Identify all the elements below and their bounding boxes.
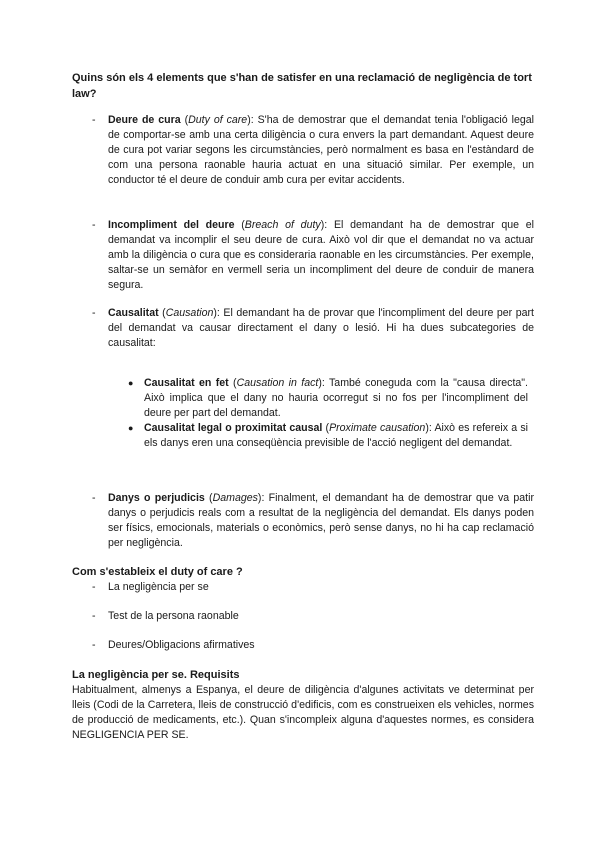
paren-close: ):: [318, 377, 330, 389]
sub-item-proximate-causation: [128, 421, 528, 451]
list-item-body: [108, 113, 534, 188]
list-item-affirmative-duties: [92, 638, 532, 653]
paren-open: (: [228, 377, 237, 389]
paren-close: ):: [247, 114, 258, 126]
sub-item-causation-in-fact: [128, 376, 528, 421]
list-item-duty-of-care: [92, 113, 534, 188]
list-item-negligence-per-se: [92, 580, 532, 595]
paren-open: (: [158, 307, 166, 319]
english-term: Causation: [165, 307, 214, 319]
dash-marker: -: [92, 307, 96, 319]
dash-marker: -: [92, 219, 96, 231]
list-item-reasonable-person: [92, 609, 532, 624]
list-item-body: [108, 491, 534, 551]
term-label: Causalitat: [108, 307, 159, 319]
paren-close: ):: [257, 492, 269, 504]
sub-item-text: Això es refereix a si els danys eren una conseqüència previsible de l'acció negligent del demandat.: [144, 422, 528, 449]
dash-marker: -: [92, 610, 96, 622]
item-text: S'ha de demostrar que el demandat tenia l'obligació legal de comportar-se amb una certa diligència o cura envers la part demandant. Aquest deure de cura pot variar segons les circumstàncies, però normalment es basa en l'estàndard de com una persona raonable hauria actuat en una situació similar. Per exemple, un conductor té el deure de conduir amb cura per evitar accidents.: [108, 114, 534, 186]
list-item-text: La negligència per se: [108, 581, 209, 593]
paren-close: ):: [425, 422, 435, 434]
item-text: El demandant ha de provar que l'incompliment del deure per part del demandat va causar directament el dany o lesió. Hi ha dues subcategories de causalitat:: [108, 307, 534, 349]
list-item-damages: [92, 491, 534, 551]
dash-marker: -: [92, 492, 96, 504]
paragraph-negligence-per-se: Habitualment, almenys a Espanya, el deure de diligència d'algunes activitats ve determinat per lleis (Codi de la Carretera, lleis de construcció d'edificis, com es construeixen els vehicles, normes de producció de medicaments, etc.). Quan s'incompleix alguna d'aquestes normes, es considera NEGLIGENCIA PER SE.: [72, 684, 534, 741]
english-term: Damages: [212, 492, 258, 504]
dash-marker: -: [92, 114, 96, 126]
list-item-text: Test de la persona raonable: [108, 610, 239, 622]
paren-open: (: [204, 492, 213, 504]
english-term: Duty of care: [188, 114, 248, 126]
item-text: El demandant ha de demostrar que el demandat va incomplir el seu deure de cura. Això vol dir que el demandat no va actuar amb la diligència o cura que es consideraria raonable en les circumstàncies. Per exemple, saltar-se un semàfor en vermell seria un incompliment del deure de conduir de manera segura.: [108, 219, 535, 291]
dash-marker: -: [92, 639, 96, 651]
section-heading-duty-of-care: Com s'estableix el duty of care ?: [72, 566, 243, 578]
term-label: Deure de cura: [108, 114, 181, 126]
paren-open: (: [180, 114, 189, 126]
term-label: Danys o perjudicis: [108, 492, 205, 504]
paren-close: ):: [320, 219, 334, 231]
section-heading-requisits: La negligència per se. Requisits: [72, 669, 240, 681]
list-item-body: [108, 306, 534, 351]
list-item-causation: [92, 306, 534, 351]
list-item-text: Deures/Obligacions afirmatives: [108, 639, 255, 651]
list-item-breach-of-duty: [92, 218, 534, 293]
term-label: Causalitat legal o proximitat causal: [144, 422, 323, 434]
paren-close: ):: [213, 307, 224, 319]
dash-marker: -: [92, 581, 96, 593]
sub-item-body: [144, 376, 528, 421]
section-heading-elements: Quins són els 4 elements que s'han de satisfer en una reclamació de negligència de tort law?: [72, 72, 532, 100]
list-item-body: [108, 218, 534, 293]
item-text: Finalment, el demandant ha de demostrar que va patir danys o perjudicis reals com a resultat de la negligència del demandat. Els danys poden ser físics, emocionals, materials o econòmics, però sense danys, no hi ha cap reclamació per negligència.: [108, 492, 534, 549]
english-term: Breach of duty: [244, 219, 321, 231]
paren-open: (: [322, 422, 330, 434]
sub-item-text: També coneguda com la "causa directa". Això implica que el dany no hauria ocorregut si no fos per l'incompliment del deure per part del demandat.: [144, 377, 528, 419]
english-term: Proximate causation: [329, 422, 426, 434]
bullet-marker: ●: [128, 378, 134, 388]
bullet-marker: ●: [128, 423, 134, 433]
term-label: Incompliment del deure: [108, 219, 235, 231]
english-term: Causation in fact: [236, 377, 319, 389]
term-label: Causalitat en fet: [144, 377, 229, 389]
sub-item-body: [144, 421, 528, 451]
paren-open: (: [234, 219, 245, 231]
